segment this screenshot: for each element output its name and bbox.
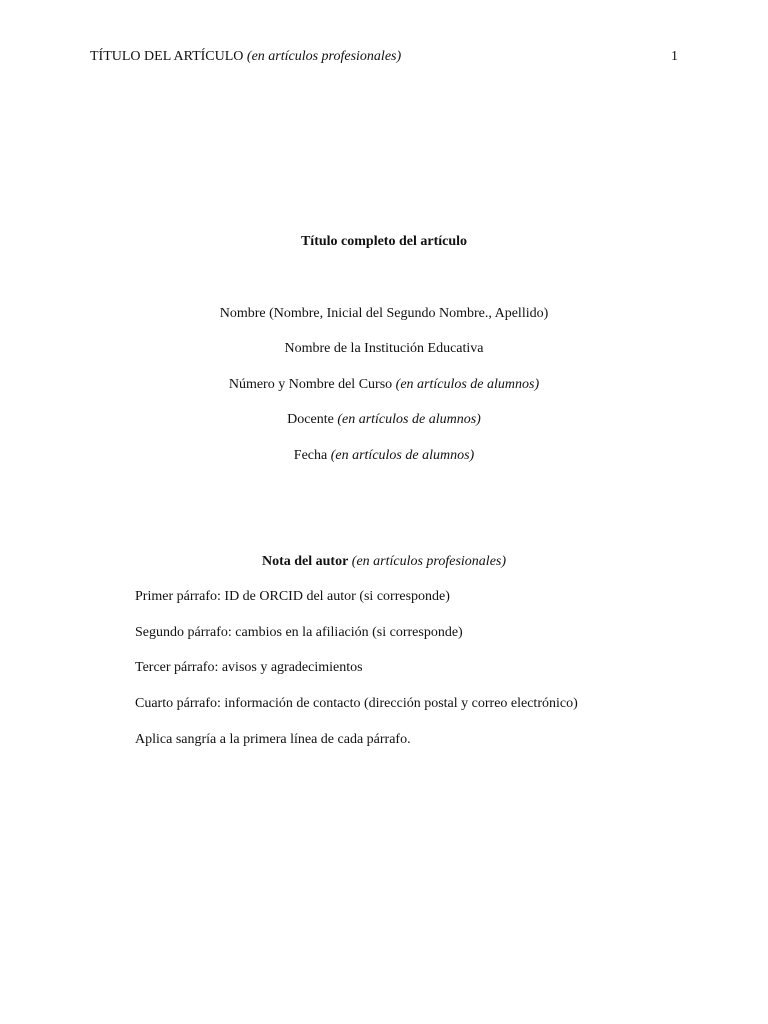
- author-note-heading: [0, 552, 768, 572]
- course-line: [0, 375, 768, 395]
- institution-name: Nombre de la Institución Educativa: [284, 341, 484, 356]
- running-head-title-note: (en artículos profesionales): [246, 49, 402, 64]
- author-note-heading-note: (en artículos profesionales): [348, 554, 507, 569]
- running-head: [90, 47, 678, 67]
- instructor-note: (en artículos de alumnos): [337, 412, 481, 427]
- author-name: Nombre (Nombre, Inicial del Segundo Nombre., Apellido): [219, 306, 549, 321]
- author-note-paragraph: Tercer párrafo: avisos y agradecimientos: [135, 660, 363, 675]
- running-head-title-main: TÍTULO DEL ARTÍCULO: [90, 49, 247, 64]
- instructor-line: [0, 410, 768, 430]
- author-note-paragraph: Primer párrafo: ID de ORCID del autor (si corresponde): [135, 589, 450, 604]
- author-note-paragraph: Cuarto párrafo: información de contacto (dirección postal y correo electrónico): [135, 696, 578, 711]
- date-main: Fecha: [293, 448, 331, 463]
- date-note: (en artículos de alumnos): [330, 448, 475, 463]
- author-note-heading-text: Nota del autor: [261, 554, 349, 569]
- course-main: Número y Nombre del Curso: [228, 377, 396, 392]
- course-note: (en artículos de alumnos): [395, 377, 540, 392]
- page-number: 1: [671, 49, 678, 64]
- date-line: [0, 446, 768, 466]
- author-note-paragraph: Segundo párrafo: cambios en la afiliación (si corresponde): [135, 625, 463, 640]
- instructor-main: Docente: [287, 412, 338, 427]
- paper-title: Título completo del artículo: [300, 234, 468, 249]
- author-note-paragraph: Aplica sangría a la primera línea de cada párrafo.: [135, 732, 411, 747]
- running-head-title: [90, 47, 401, 67]
